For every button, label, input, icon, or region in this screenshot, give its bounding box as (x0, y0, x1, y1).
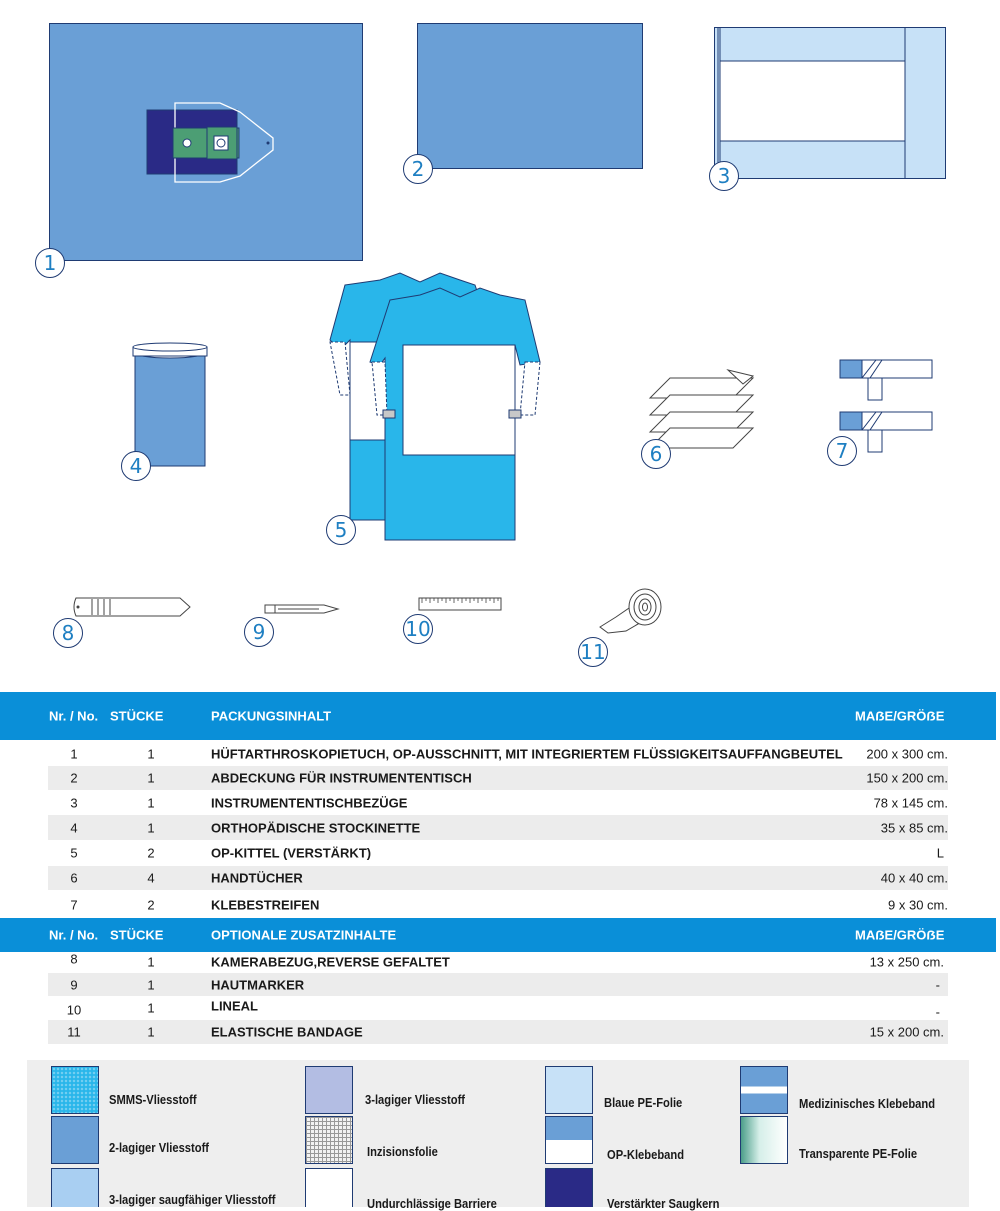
row-desc: KLEBESTREIFEN (211, 897, 320, 913)
ruler-10-illustration (418, 597, 502, 611)
row-nr: 6 (70, 870, 78, 886)
row-nr: 4 (70, 820, 78, 835)
table-row (48, 1020, 948, 1044)
material-legend (27, 1060, 969, 1207)
marker-9-illustration (264, 603, 340, 615)
row-size: 78 x 145 cm. (873, 795, 948, 810)
item-number-6: 6 (641, 439, 671, 469)
table-row (48, 893, 948, 917)
row-size: 9 x 30 cm. (888, 897, 948, 913)
header-nr: Nr. / No. (49, 927, 99, 943)
item-number-2: 2 (403, 154, 433, 184)
swatch-reinforced-core (545, 1168, 593, 1207)
legend-label: 3-lagiger saugfähiger Vliesstoff (109, 1192, 276, 1207)
table-row (48, 973, 948, 996)
swatch-or-tape (545, 1116, 593, 1164)
row-stueck: 2 (147, 897, 155, 913)
legend-label: 3-lagiger Vliesstoff (365, 1092, 466, 1107)
header-inhalt: PACKUNGSINHALT (211, 708, 332, 724)
row-size: - (935, 977, 940, 992)
gown-5-illustration (325, 270, 545, 545)
header-nr: Nr. / No. (49, 708, 99, 724)
table-row (48, 790, 948, 815)
row-stueck: 1 (147, 1024, 155, 1040)
row-stueck: 1 (147, 770, 155, 786)
swatch-incision-film (305, 1116, 353, 1164)
row-desc: ELASTISCHE BANDAGE (211, 1024, 363, 1040)
row-size: 13 x 250 cm. (869, 954, 944, 970)
table-row (48, 840, 948, 866)
row-nr: 9 (70, 977, 78, 992)
row-desc: KAMERABEZUG,REVERSE GEFALTET (211, 954, 450, 970)
stockinette-4-illustration (131, 342, 209, 468)
swatch-3-layer-absorbent (51, 1168, 99, 1207)
row-desc: ABDECKUNG FÜR INSTRUMENTENTISCH (211, 770, 472, 786)
item-number-7: 7 (827, 436, 857, 466)
swatch-transparent-pe-film (740, 1116, 788, 1164)
row-stueck: 1 (147, 795, 155, 810)
legend-label: SMMS-Vliesstoff (109, 1092, 197, 1107)
legend-label: Verstärkter Saugkern (607, 1196, 720, 1211)
item-number-11: 11 (578, 637, 608, 667)
legend-label: Inzisionsfolie (367, 1144, 438, 1159)
table-row (48, 742, 948, 766)
table-cover-3-illustration (714, 27, 947, 180)
row-size: 200 x 300 cm. (866, 746, 948, 762)
header-groesse: MAẞE/GRÖẞE (855, 708, 945, 724)
towels-6-illustration (648, 368, 758, 450)
row-desc: LINEAL (211, 998, 258, 1014)
table-header (0, 692, 996, 740)
swatch-blue-pe-film (545, 1066, 593, 1114)
row-nr: 2 (70, 770, 78, 786)
row-stueck: 2 (147, 845, 155, 861)
optional-table-header (0, 918, 996, 952)
table-row (48, 766, 948, 790)
row-nr: 1 (70, 746, 78, 762)
row-stueck: 1 (147, 820, 155, 835)
row-stueck: 1 (147, 1000, 155, 1016)
swatch-impermeable-barrier (305, 1168, 353, 1207)
legend-label: Medizinisches Klebeband (799, 1096, 936, 1111)
row-desc: ORTHOPÄDISCHE STOCKINETTE (211, 820, 421, 835)
tape-7-illustration (838, 356, 935, 454)
swatch-medical-tape (740, 1066, 788, 1114)
bandage-11-illustration (598, 587, 666, 635)
swatch-2-layer (51, 1116, 99, 1164)
row-size: 40 x 40 cm. (880, 870, 948, 886)
item-number-10: 10 (403, 614, 433, 644)
row-stueck: 1 (147, 977, 155, 992)
header-stuecke: STÜCKE (110, 708, 164, 724)
item-number-1: 1 (35, 248, 65, 278)
row-size: 15 x 200 cm. (869, 1024, 944, 1040)
row-desc: OP-KITTEL (VERSTÄRKT) (211, 845, 372, 861)
legend-label: Undurchlässige Barriere (367, 1196, 497, 1211)
item-number-8: 8 (53, 618, 83, 648)
header-groesse: MAẞE/GRÖẞE (855, 927, 945, 943)
row-nr: 3 (70, 795, 78, 810)
item-number-4: 4 (121, 451, 151, 481)
drape-2-illustration (417, 23, 643, 169)
row-stueck: 4 (147, 870, 155, 886)
row-nr: 10 (66, 1002, 82, 1018)
legend-label: Blaue PE-Folie (604, 1095, 683, 1110)
swatch-smms (51, 1066, 99, 1114)
row-size: 35 x 85 cm. (880, 820, 948, 835)
row-desc: HANDTÜCHER (211, 870, 303, 886)
row-nr: 5 (70, 845, 78, 861)
row-nr: 11 (67, 1024, 81, 1040)
legend-label: Transparente PE-Folie (799, 1146, 918, 1161)
item-number-5: 5 (326, 515, 356, 545)
drape-1-fenestration (145, 100, 280, 185)
row-stueck: 1 (147, 746, 155, 762)
table-row (48, 951, 948, 973)
header-inhalt: OPTIONALE ZUSATZINHALTE (211, 927, 397, 943)
row-size: 150 x 200 cm. (866, 770, 948, 786)
row-size: L (936, 845, 944, 861)
camera-cover-8-illustration (70, 594, 192, 620)
row-size: - (935, 1004, 940, 1020)
swatch-3-layer (305, 1066, 353, 1114)
table-row (48, 866, 948, 890)
legend-label: 2-lagiger Vliesstoff (109, 1140, 210, 1155)
row-nr: 7 (70, 897, 78, 913)
table-row (48, 815, 948, 840)
item-number-3: 3 (709, 161, 739, 191)
legend-label: OP-Klebeband (607, 1147, 685, 1162)
row-stueck: 1 (147, 954, 155, 970)
table-row (48, 996, 948, 1020)
row-desc: INSTRUMENTENTISCHBEZÜGE (211, 795, 408, 810)
row-nr: 8 (70, 951, 78, 967)
header-stuecke: STÜCKE (110, 927, 164, 943)
row-desc: HAUTMARKER (211, 977, 305, 992)
item-number-9: 9 (244, 617, 274, 647)
row-desc: HÜFTARTHROSKOPIETUCH, OP-AUSSCHNITT, MIT INTEGRIERTEM FLÜSSIGKEITSAUFFANGBEUTEL (211, 746, 843, 762)
